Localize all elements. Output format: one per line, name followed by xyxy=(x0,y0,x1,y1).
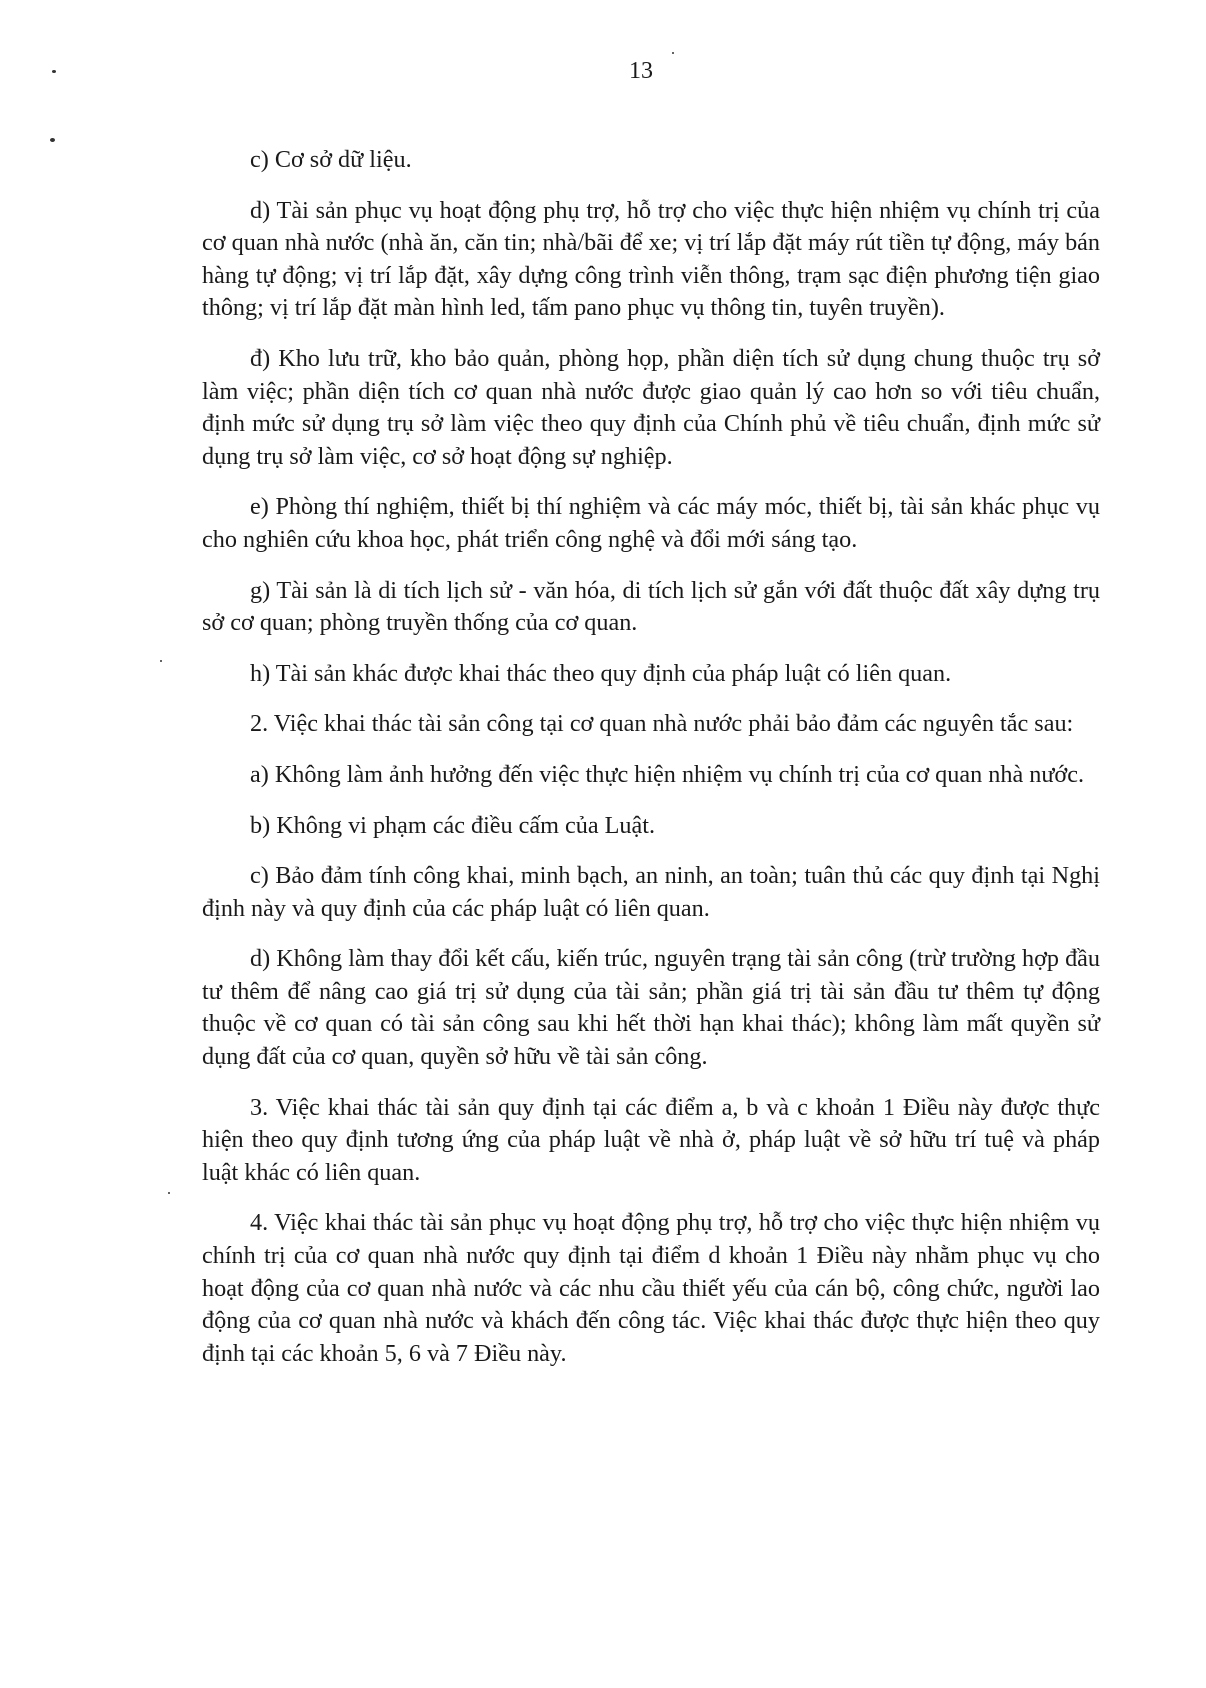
paragraph-e-laboratory: e) Phòng thí nghiệm, thiết bị thí nghiệm và các máy móc, thiết bị, tài sản khác phục vụ cho nghiên cứu khoa học, phát triển công nghệ và đổi mới sáng tạo. xyxy=(202,493,1100,553)
page-number: 13 xyxy=(629,58,653,84)
paragraph-h-other-assets: h) Tài sản khác được khai thác theo quy định của pháp luật có liên quan. xyxy=(250,659,952,687)
scan-speck xyxy=(160,660,162,662)
scan-speck xyxy=(168,1192,170,1194)
paragraph-c-database: c) Cơ sở dữ liệu. xyxy=(250,146,412,173)
paragraph-3-exploitation-rules: 3. Việc khai thác tài sản quy định tại các điểm a, b và c khoản 1 Điều này được thực hiện theo quy định tương ứng của pháp luật về nhà ở, pháp luật về sở hữu trí tuệ và pháp luật khác có liên quan. xyxy=(202,1093,1100,1186)
scan-speck xyxy=(672,52,674,54)
paragraph-c-transparency: c) Bảo đảm tính công khai, minh bạch, an ninh, an toàn; tuân thủ các quy định tại Nghị định này và quy định của các pháp luật có liên quan. xyxy=(202,862,1100,922)
paragraph-d-support-assets: d) Tài sản phục vụ hoạt động phụ trợ, hỗ trợ cho việc thực hiện nhiệm vụ chính trị của cơ quan nhà nước (nhà ăn, căn tin; nhà/bãi để xe; vị trí lắp đặt máy rút tiền tự động, máy bán hàng tự động; vị trí lắp đặt, xây dựng công trình viễn thông, trạm sạc điện phương tiện giao thông; vị trí lắp đặt màn hình led, tấm pano phục vụ thông tin, tuyên truyền). xyxy=(202,196,1100,322)
scan-speck xyxy=(52,70,56,73)
paragraph-d-no-structural-change: d) Không làm thay đổi kết cấu, kiến trúc, nguyên trạng tài sản công (trừ trường hợp đầu tư thêm để nâng cao giá trị sử dụng của tài sản; phần giá trị tài sản đầu tư thêm tự động thuộc về cơ quan có tài sản công sau khi hết thời hạn khai thác); không làm mất quyền sử dụng đất của cơ quan, quyền sở hữu về tài sản công. xyxy=(202,945,1100,1071)
paragraph-dd-storage: đ) Kho lưu trữ, kho bảo quản, phòng họp, phần diện tích sử dụng chung thuộc trụ sở làm việc; phần diện tích cơ quan nhà nước được giao quản lý cao hơn so với tiêu chuẩn, định mức sử dụng trụ sở làm việc theo quy định của Chính phủ về tiêu chuẩn, định mức sử dụng trụ sở làm việc, cơ sở hoạt động sự nghiệp. xyxy=(202,344,1100,470)
document-body xyxy=(202,144,1100,1388)
paragraph-a-no-impact: a) Không làm ảnh hưởng đến việc thực hiện nhiệm vụ chính trị của cơ quan nhà nước. xyxy=(250,760,1084,788)
paragraph-b-no-violation: b) Không vi phạm các điều cấm của Luật. xyxy=(250,811,655,839)
scan-speck xyxy=(50,138,55,142)
paragraph-2-principles: 2. Việc khai thác tài sản công tại cơ quan nhà nước phải bảo đảm các nguyên tắc sau: xyxy=(250,710,1074,738)
paragraph-g-heritage: g) Tài sản là di tích lịch sử - văn hóa, di tích lịch sử gắn với đất thuộc đất xây dựng trụ sở cơ quan; phòng truyền thống của cơ quan. xyxy=(202,576,1100,637)
paragraph-4-support-exploitation: 4. Việc khai thác tài sản phục vụ hoạt động phụ trợ, hỗ trợ cho việc thực hiện nhiệm vụ chính trị của cơ quan nhà nước quy định tại điểm d khoản 1 Điều này nhằm phục vụ cho hoạt động của cơ quan nhà nước và các nhu cầu thiết yếu của cán bộ, công chức, người lao động của cơ quan nhà nước và khách đến công tác. Việc khai thác được thực hiện theo quy định tại các khoản 5, 6 và 7 Điều này. xyxy=(202,1209,1100,1367)
